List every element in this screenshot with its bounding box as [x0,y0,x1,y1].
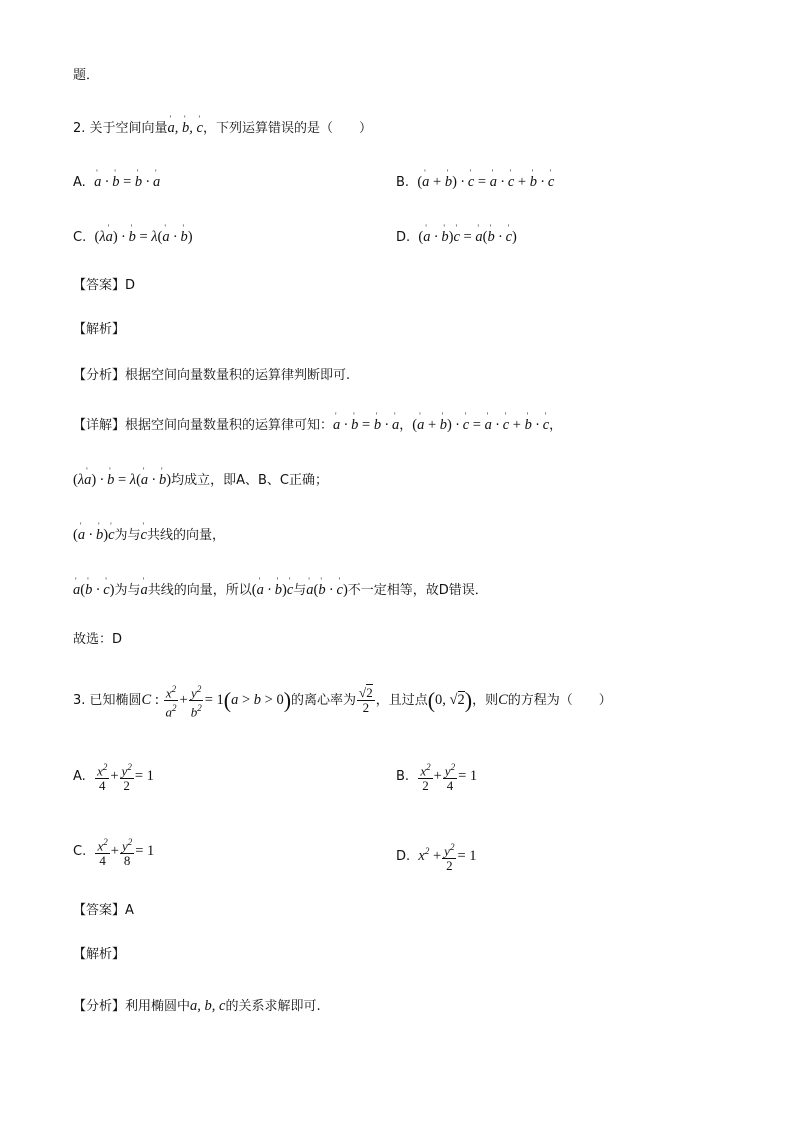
q3-fenxi [73,996,321,1017]
line1-formula: (λ' a) · ' b = λ(' a · ' b) [73,472,171,488]
q3-analysis-tag: 【解析】 [73,947,126,962]
sep-comma: ， [399,418,413,433]
xiangjie-formula-1: ' a · ' b = ' b · ' a [333,417,399,433]
q2-option-a[interactable] [73,172,160,193]
line3-formula-2: (' a · ' b)' c [252,582,294,598]
fenxi-tag: 【分析】 [73,999,126,1014]
q3-stem-mid3: ，则 [472,693,499,709]
q2-line3 [73,580,488,601]
q3-stem-mid2: ，且过点 [375,693,428,709]
option-formula: (' a + ' b) · ' c = ' a · ' c + ' b · ' c [417,174,554,190]
option-formula: (' a · ' b)' c = ' a(' b · ' c) [418,229,516,245]
q3-option-b[interactable] [396,758,477,795]
line3-mid: 为与 [114,583,141,598]
option-label: B. [396,769,410,784]
option-formula: $\frac{x^2}{4}$ + $\frac{y^2}{8}$ = 1 [97,837,155,869]
xiangjie-tag: 【详解】 [73,418,126,433]
option-label: B. [396,175,410,190]
option-formula: $x^2$ + $\frac{y^2}{2}$ = 1 [418,841,477,874]
q3-option-d[interactable] [396,833,477,875]
line3-formula-3: ' a(' b · ' c) [306,582,348,598]
q2-answer [73,276,135,296]
top-fragment: 题． [73,68,100,83]
q2-stem-prefix: 2. 关于空间向量 [73,121,168,136]
fenxi-suffix: 的关系求解即可. [225,999,321,1014]
q3-answer [73,901,134,921]
q3-point: (0, √2) [427,687,473,713]
line2-tail: 为与 [114,528,141,543]
line3-vec: ' a [141,582,148,598]
line3-mid2: 共线的向量，所以 [147,583,252,598]
line2-end: 共线的向量， [146,528,225,543]
q2-analysis-tag: 【解析】 [73,322,126,337]
option-label: A. [73,175,86,190]
answer-tag: 【答案】 [73,278,126,293]
option-formula: $\frac{x^2}{4}$ + $\frac{y^2}{2}$ = 1 [97,762,154,794]
xiangjie-text: 根据空间向量数量积的运算律可知： [125,418,334,433]
q2-choice: 故选：D [73,632,123,647]
option-label: D. [396,230,411,245]
q2-option-c[interactable] [73,227,193,248]
line3-formula-1: ' a(' b · ' c) [73,582,115,598]
q3-stem-end: 的方程为（ ） [507,693,612,709]
q2-fenxi [73,366,350,386]
q3-stem [73,682,612,720]
option-label: D. [396,848,411,864]
q3-stem-prefix: 3. 已知椭圆 [73,693,142,709]
q2-line2 [73,525,225,546]
option-label: C. [73,844,87,859]
answer-tag: 【答案】 [73,903,126,918]
option-label: A. [73,769,86,784]
q3-curve-c: C [498,692,508,709]
sep-comma: ， [549,418,563,433]
q3-option-a[interactable] [73,758,154,795]
line2-formula: (' a · ' b)' c [73,527,115,543]
q2-stem-vectors: ' a, ' b, ' c [168,120,203,136]
line2-vec: ' c [141,527,147,543]
fenxi-vars: a, b, c [190,998,226,1014]
line3-mid3: 与 [293,583,307,598]
q3-stem-mid: 的离心率为 [291,693,357,709]
answer-value: D [125,278,136,293]
option-formula: $\frac{x^2}{2}$ + $\frac{y^2}{4}$ = 1 [420,762,478,794]
q3-option-c[interactable] [73,833,154,870]
fenxi-text: 根据空间向量数量积的运算律判断即可. [125,368,351,383]
fenxi-prefix: 利用椭圆中 [125,999,191,1014]
fenxi-tag: 【分析】 [73,368,126,383]
q2-xiangjie [73,415,562,436]
q3-ellipse-eq: C : $\frac{x^2}{a^2}$ + $\frac{y^2}{b^2}$ = 1(a > b > 0) [141,684,292,720]
q2-option-d[interactable] [396,227,517,248]
q3-eccentricity: $\frac{√2}{2}$ [359,685,373,716]
q2-stem [73,118,372,139]
xiangjie-formula-2: (' a + ' b) · ' c = ' a · ' c + ' b · ' c [412,417,549,433]
q2-stem-suffix: ，下列运算错误的是（ ） [202,121,372,136]
q2-line1 [73,470,328,491]
option-formula: ' a · ' b = ' b · ' a [94,174,160,190]
line1-tail: 均成立，即A、B、C正确； [171,473,329,488]
line3-end: 不一定相等，故D错误． [347,583,488,598]
answer-value: A [125,903,134,918]
option-label: C. [73,230,87,245]
q2-option-b[interactable] [396,172,554,193]
option-formula: (λ' a) · ' b = λ(' a · ' b) [94,229,192,245]
